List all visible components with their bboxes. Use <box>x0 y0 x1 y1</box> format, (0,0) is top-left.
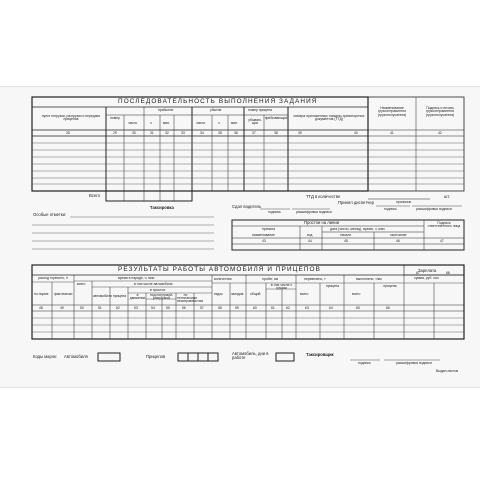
col-number: 29 <box>113 130 117 135</box>
taxer-signature-decode-caption: расшифровка подписи <box>396 361 432 365</box>
col-number: 46 <box>396 238 400 243</box>
col-number: 55 <box>166 305 170 310</box>
col-number: 32 <box>165 130 169 135</box>
col-number: 41 <box>390 130 394 135</box>
arrival-hour-header: ч <box>150 121 152 125</box>
fuel-norm-header: по норме <box>34 292 49 296</box>
section2-title: РЕЗУЛЬТАТЫ РАБОТЫ АВТОМОБИЛЯ И ПРИЦЕПОВ <box>118 266 321 273</box>
col-arrival-header: прибытие <box>158 108 174 112</box>
col-number: 42 <box>438 130 442 135</box>
col-number: 57 <box>200 305 204 310</box>
taxation-label: Таксировка <box>150 205 174 210</box>
fuel-fact-header: фактически <box>54 292 73 296</box>
col-number: 30 <box>132 130 136 135</box>
mileage-general-header: общий <box>250 292 261 296</box>
col-number: 37 <box>252 130 256 135</box>
col-number: 58 <box>218 305 222 310</box>
driver-signature-caption: подпись <box>268 210 281 214</box>
col-number: 35 <box>218 130 222 135</box>
dispatcher-signature-caption: подпись <box>384 207 397 211</box>
trailer-unhooked-header: убываю-щих <box>248 118 262 126</box>
deliveries-header: заездов <box>231 292 244 296</box>
col-number: 45 <box>344 238 348 243</box>
completed-header: выполнено, т/км <box>356 277 382 281</box>
col-departure-header: убытие <box>210 108 222 112</box>
col-number: 40 <box>354 130 358 135</box>
transported-total-header: всего <box>300 292 309 296</box>
downtime-title: Простои на линии <box>304 220 340 225</box>
special-marks-label: Особые отметки: <box>33 212 67 217</box>
transported-header: перевезено, т <box>304 277 326 281</box>
ttd-label: ТТД в количестве <box>306 194 341 199</box>
issued-sheets-label: Выдан листов <box>436 369 459 373</box>
col-cargo-name-header: Наименование грузоотправителя (грузополучателя) <box>377 106 407 117</box>
time-trailer-header: прицепа <box>112 294 127 298</box>
time-including-header: в том числе автомобиля <box>134 281 173 286</box>
completed-trailer-header: прицепа <box>383 284 397 288</box>
downtime-reason-header: причина <box>262 227 276 231</box>
taxer-signature-caption: подпись <box>358 361 371 365</box>
form-grid <box>0 87 480 387</box>
waybill-sheet <box>0 86 480 388</box>
footer-auto-label: Автомобиля <box>64 354 88 359</box>
col-number: 61 <box>271 305 275 310</box>
driver-signature-decode-caption: расшифровка подписи <box>296 210 332 214</box>
footer-trailer-label: Прицепов <box>146 354 166 359</box>
time-repair-header: по техническим неисправностям <box>177 292 203 304</box>
departure-date-header: число <box>196 121 206 125</box>
col-number: 33 <box>181 130 185 135</box>
downtime-end-header: окончание <box>390 232 407 237</box>
col-number: 62 <box>286 305 290 310</box>
trips-header: количество <box>214 277 232 281</box>
col-number: 44 <box>308 238 312 243</box>
col-number: 60 <box>253 305 257 310</box>
col-order-header: номер <box>110 116 120 120</box>
col-number: 65 <box>356 305 360 310</box>
riders-header: ездок <box>214 292 223 296</box>
col-number: 43 <box>262 238 266 243</box>
downtime-code-header: код <box>307 232 313 237</box>
col-number: 47 <box>440 238 444 243</box>
departure-hour-header: ч <box>218 121 220 125</box>
completed-total-header: всего <box>352 292 361 296</box>
col-number: 63 <box>305 305 309 310</box>
downtime-datetime-header: дата (число, месяц), время, ч, мин. <box>330 226 386 231</box>
time-motion-header: в движении <box>129 292 146 300</box>
section1-title: ПОСЛЕДОВАТЕЛЬНОСТЬ ВЫПОЛНЕНИЯ ЗАДАНИЯ <box>118 98 318 105</box>
col-number: 67 <box>416 271 420 275</box>
col-number: 50 <box>80 305 84 310</box>
arrival-date-header: число <box>128 121 138 125</box>
col-number: 48 <box>39 305 43 310</box>
col-number: 39 <box>298 130 302 135</box>
col-point-header: пункт погрузки, разгрузки и передачи прицепов <box>41 114 101 122</box>
col-number: 28 <box>66 130 70 135</box>
col-number: 54 <box>151 305 155 310</box>
col-number: 66 <box>386 305 390 310</box>
dispatcher-accepted-label: Принял диспетчер <box>338 200 374 205</box>
col-number: 38 <box>274 130 278 135</box>
downtime-signature-header: Подпись ответственного лица <box>427 221 461 229</box>
col-number: 64 <box>329 305 333 310</box>
time-loading-header: под погрузкой-разгрузкой <box>149 293 174 301</box>
sheets-label: шт. <box>444 194 450 199</box>
departure-min-header: мин. <box>231 121 239 125</box>
written-label: прописью <box>396 200 412 204</box>
transported-trailer-header: прицепа <box>325 284 340 288</box>
col-number: 53 <box>134 305 138 310</box>
trailer-hooked-header: прибывающих <box>264 116 288 120</box>
col-documents-header: номера приложенных товарно-транспортных документов (ТТД) <box>293 114 365 122</box>
taxer-label: Таксировщик <box>306 352 334 357</box>
mileage-header: пробег, км <box>262 277 278 281</box>
mileage-cargo-header: в том числе с грузом <box>270 283 293 291</box>
col-number: 49 <box>60 305 64 310</box>
col-number: 52 <box>116 305 120 310</box>
total-label: Всего <box>89 193 100 198</box>
col-number: 34 <box>200 130 204 135</box>
col-number: 59 <box>235 305 239 310</box>
dispatcher-signature-decode-caption: расшифровка подписи <box>416 207 452 211</box>
arrival-min-header: мин. <box>163 121 171 125</box>
marks-codes-label: Коды марок: <box>33 354 58 359</box>
time-total-header: всего <box>77 282 86 286</box>
time-idle-header: в простое <box>150 287 166 292</box>
fuel-header: расход горючего, л <box>38 275 68 280</box>
salary-header: Зарплата <box>418 268 437 273</box>
col-trailer-number-header: номер прицепа <box>248 108 272 112</box>
driver-handed-label: Сдал водитель <box>232 204 262 209</box>
salary-sum-header: сумма, руб. коп. <box>414 276 440 280</box>
col-number: 51 <box>98 305 102 310</box>
col-signature-header: Подпись и печать грузоотправителя (грузополучателя) <box>425 106 455 117</box>
col-number: 36 <box>234 130 238 135</box>
car-days-label: Автомобиль, дни в работе <box>232 351 269 361</box>
col-number: 68 <box>446 271 450 275</box>
col-number: 31 <box>150 130 154 135</box>
col-number: 56 <box>182 305 186 310</box>
downtime-start-header: начало <box>340 232 352 237</box>
time-auto-header: автомобиля <box>93 294 112 298</box>
time-in-order-header: время в наряде, ч, мин. <box>118 275 156 280</box>
downtime-executor-header: наименование <box>252 232 275 237</box>
